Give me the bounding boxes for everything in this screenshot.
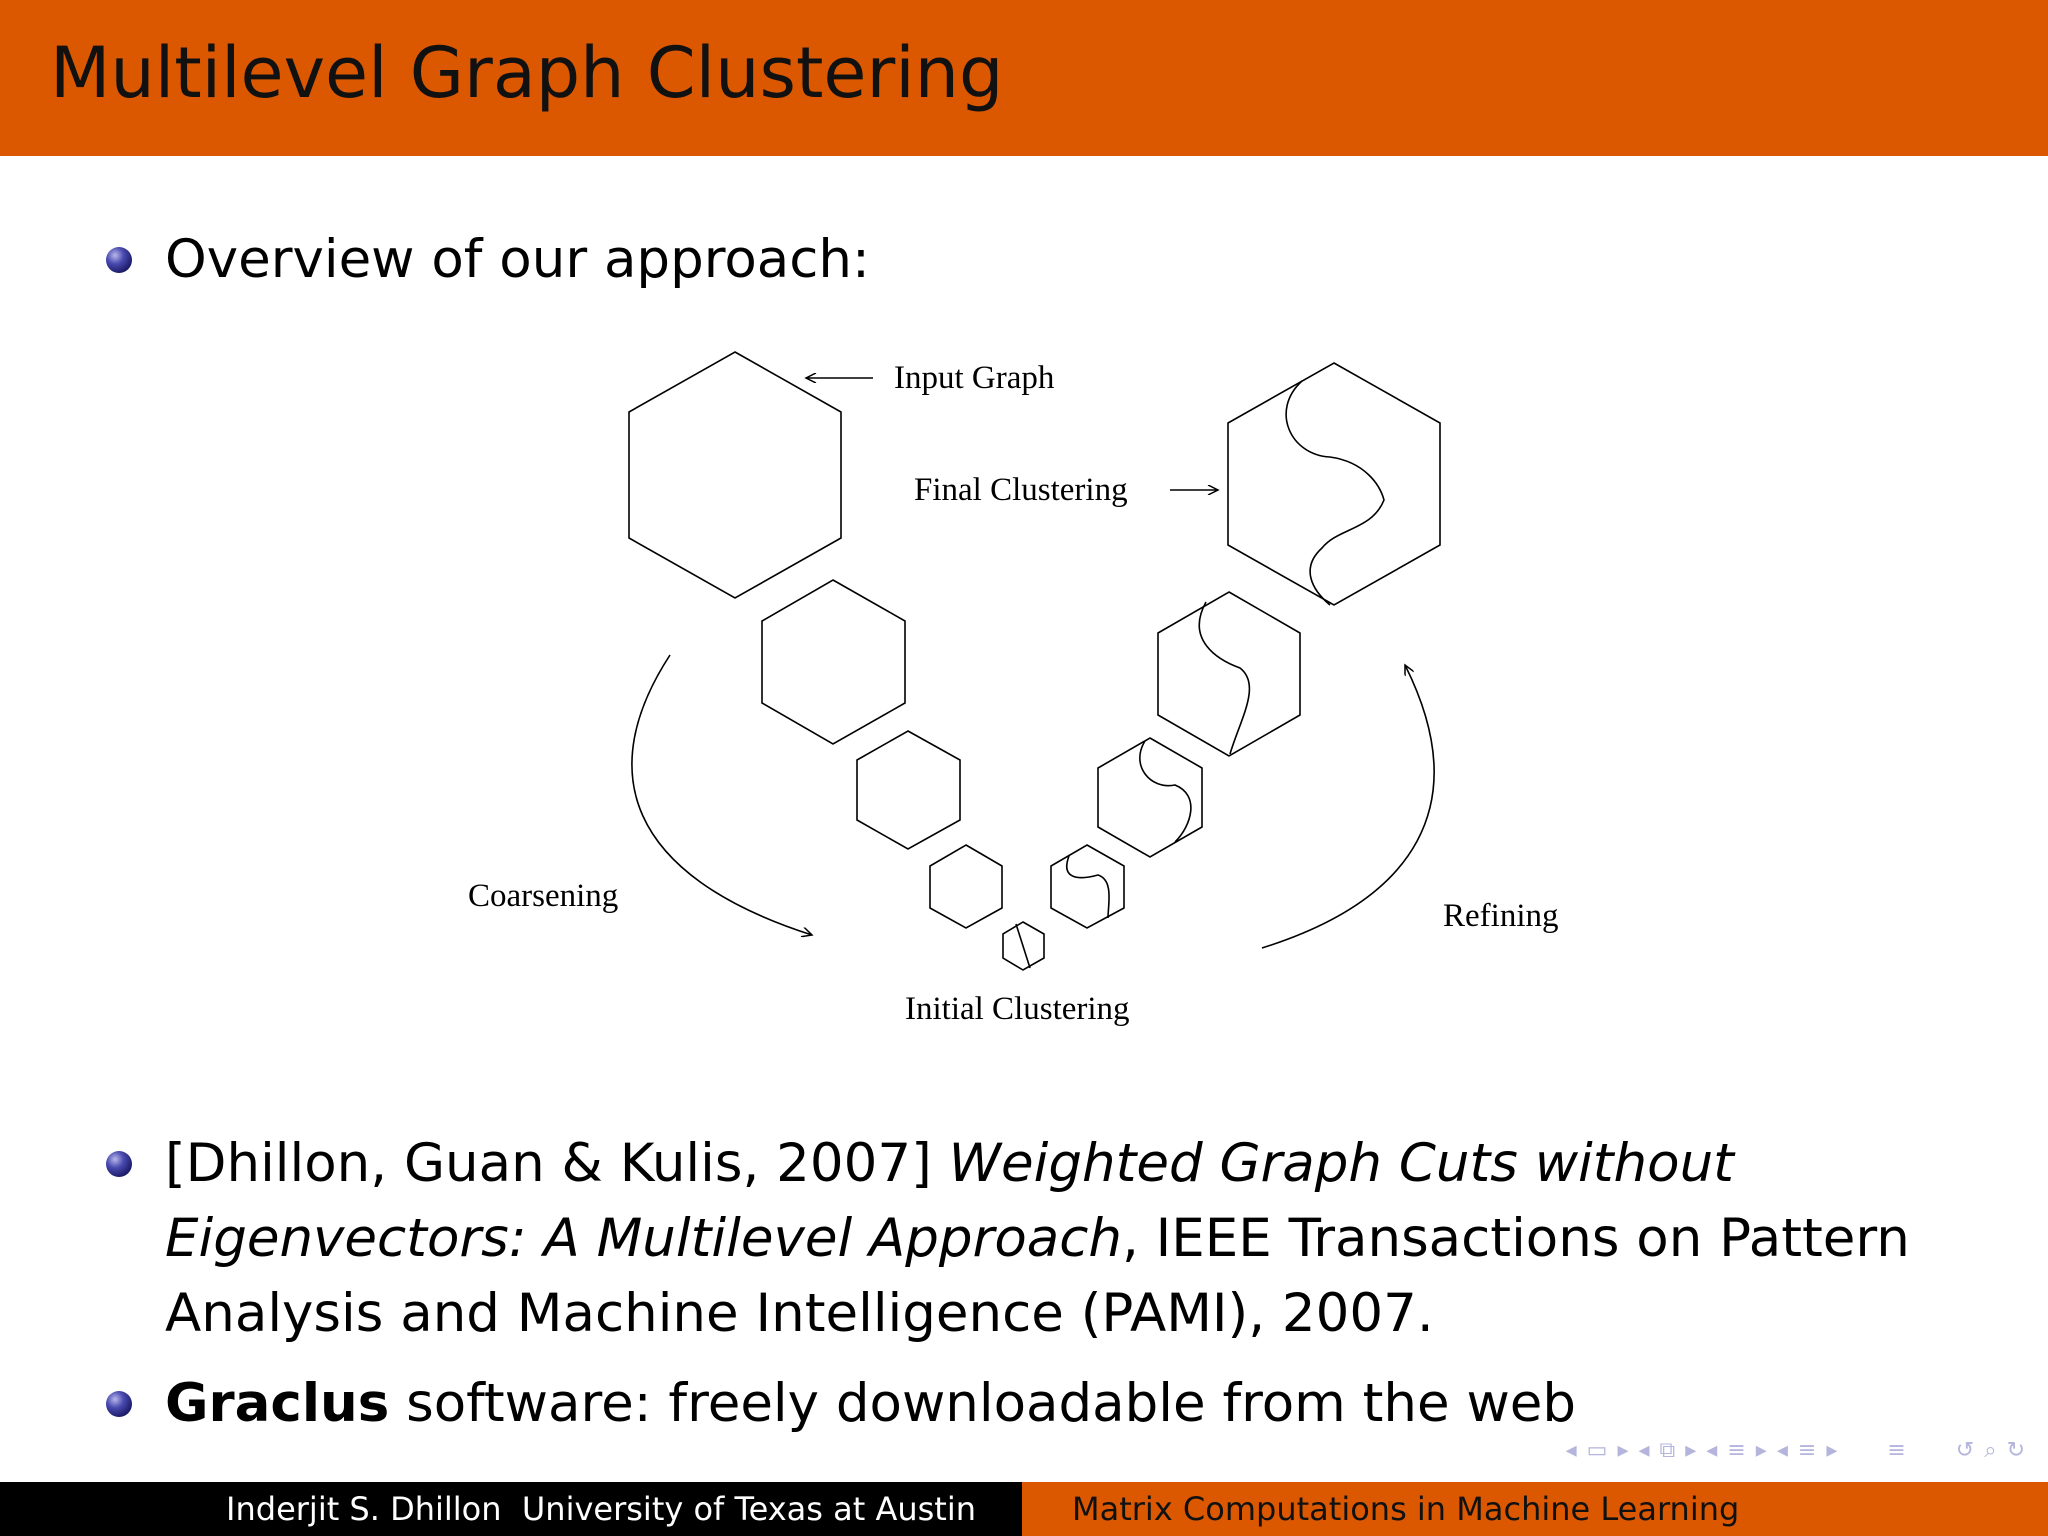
coarse-hexagon-3 [930,845,1002,928]
citation-venue: , IEEE Transactions on Pattern [1121,1208,1910,1269]
footer-affiliation: University of Texas at Austin [521,1490,976,1528]
prev-section-icon[interactable]: ◂ [1706,1437,1718,1463]
footer-talk-title: Matrix Computations in Machine Learning [1072,1490,1740,1528]
footer-title-box [1022,1482,2048,1536]
final-cut [1286,381,1384,605]
next-subsection-icon[interactable]: ▸ [1685,1437,1697,1463]
footer-author-box [0,1482,1022,1536]
citation-authors: [Dhillon, Guan & Kulis, 2007] [165,1133,949,1194]
prev-slide-icon[interactable]: ◂ [1565,1437,1577,1463]
part-icon[interactable]: ≡ [1797,1437,1817,1463]
frame-icon[interactable]: ▭ [1586,1437,1608,1463]
bullet-marker [106,1151,132,1177]
prev-part-icon[interactable]: ◂ [1776,1437,1788,1463]
software-bullet [165,1366,1576,1442]
search-icon[interactable]: ⌕ [1984,1437,1997,1463]
slide-title: Multilevel Graph Clustering [50,32,1004,114]
next-section-icon[interactable]: ▸ [1755,1437,1767,1463]
section-icon[interactable]: ≡ [1727,1437,1746,1463]
final-clustering-hexagon [1228,363,1440,605]
refine-hexagon-1 [1051,845,1124,928]
refine-cut-1 [1067,856,1109,918]
coarsest-cut [1016,924,1030,968]
redo-icon[interactable]: ↻ [2006,1437,2025,1463]
label-final-clustering: Final Clustering [914,472,1128,508]
coarsening-arrow [632,655,812,935]
refine-hexagon-2 [1098,738,1202,857]
next-part-icon[interactable]: ▸ [1826,1437,1838,1463]
citation-title-part-1: Weighted Graph Cuts without [948,1133,1734,1194]
label-refining: Refining [1443,898,1559,934]
software-name: Graclus [165,1373,390,1434]
navigation-bar [1563,1432,2028,1468]
label-coarsening: Coarsening [468,878,619,914]
footer [0,1482,2048,1536]
refining-arrow [1262,665,1434,948]
label-input-graph: Input Graph [894,360,1055,396]
document-icon[interactable]: ≡ [1887,1437,1906,1463]
citation-line-3: Analysis and Machine Intelligence (PAMI), 2007. [165,1283,1434,1344]
undo-icon[interactable]: ↺ [1955,1437,1975,1463]
overview-bullet: Overview of our approach: [165,229,870,290]
citation-line-2 [165,1201,1910,1277]
citation-title-part-2: Eigenvectors: A Multilevel Approach [165,1208,1122,1269]
coarse-hexagon-2 [857,731,960,849]
coarse-hexagon-1 [762,580,905,744]
input-graph-hexagon [629,352,841,598]
subsection-icon[interactable]: ⧉ [1659,1437,1676,1463]
label-initial-clustering: Initial Clustering [905,991,1130,1027]
refine-cut-3 [1199,602,1249,754]
prev-subsection-icon[interactable]: ◂ [1638,1437,1650,1463]
software-description: software: freely downloadable from the web [389,1373,1577,1434]
refine-cut-2 [1140,741,1191,842]
bullet-marker [106,1391,132,1417]
footer-author: Inderjit S. Dhillon [226,1490,502,1528]
refine-hexagon-3 [1158,592,1300,756]
citation-line-1 [165,1126,1734,1202]
next-slide-icon[interactable]: ▸ [1617,1437,1629,1463]
